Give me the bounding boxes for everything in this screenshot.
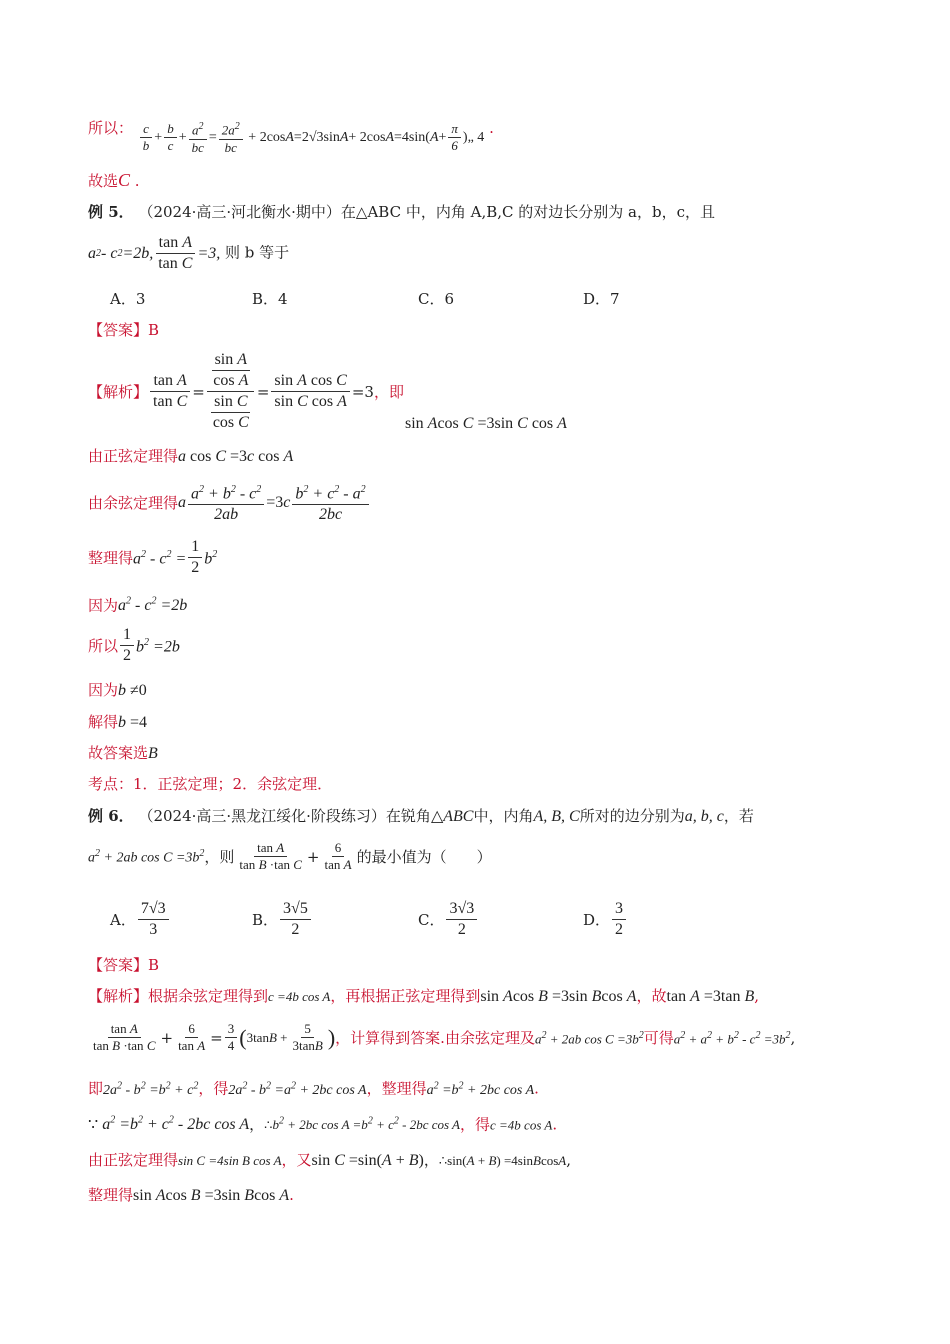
ex6-source-mid2: 所对的边分别为: [579, 807, 685, 825]
ex5-analysis-label: 【解析】: [88, 382, 149, 401]
ex6-a3: ，故: [636, 987, 667, 1005]
ex6-a1: 根据余弦定理得到: [148, 987, 269, 1005]
ex5-answer: 【答案】B: [88, 321, 160, 339]
ex5-option-d: D．7: [583, 290, 620, 308]
ex6-option-d-label: D．: [583, 910, 611, 929]
ex6-analysis-3: 即$2a^2 - b^2 =b^2 + c^2$，得$2a^2 - b^2 =a^2 + 2bc$ cos A，整理得$a^2 =b^2 + 2bc$ cos A.: [88, 1079, 539, 1098]
line-choose: 故选C .: [88, 170, 140, 190]
ex5-step-solve-text: 解得: [88, 713, 119, 731]
ex6-a10: 由正弦定理得: [88, 1151, 179, 1169]
ex5-step-because-text: 因为: [88, 596, 119, 615]
ex6-option-c: C． $\frac{3√3}{2}$: [418, 899, 479, 940]
ex6-condition-mid: ，则: [204, 847, 235, 866]
ex5-points: 考点：1．正弦定理；2．余弦定理．: [88, 775, 333, 793]
ex5-final-text: 故答案选: [88, 744, 149, 762]
ex6-analysis-1: 【解析】根据余弦定理得到c =4b cos A，再根据正弦定理得到sin Acos B =3sin Bcos A，故tan A =3tan B,: [88, 987, 760, 1005]
ex5-option-c: C．6: [418, 290, 455, 308]
ex5-step-cosine: 由余弦定理得 a $\frac{a^2 + b^2 - c^2}{2ab}$ =3c $\frac{b^2 + c^2 - a^2}{2bc}$: [88, 480, 371, 525]
ex5-step-so: 所以 $\frac{1}{2}$ $b^2 =2b$: [88, 626, 180, 664]
ex5-step-because2-text: 因为: [88, 681, 119, 699]
ex5-condition: a 2 - c 2 =2b, $\frac{\text{tan A}}{\text{tan C}}$ =3, 则 b 等于: [88, 234, 290, 272]
ex5-step-cosine-text: 由余弦定理得: [88, 493, 179, 512]
ex6-option-c-label: C．: [418, 910, 445, 929]
ex6-option-a-label: A．: [110, 910, 136, 929]
ex5-option-a: A．3: [110, 290, 146, 308]
ex6-analysis-6: 整理得sin Acos B =3sin Bcos A.: [88, 1186, 294, 1204]
ex5-option-b: B．4: [252, 290, 288, 308]
ex6-a11: ，又: [281, 1151, 312, 1169]
ex6-option-a: A． $\frac{7√3}{3}$: [110, 899, 171, 940]
ex5-step-so-text: 所以: [88, 636, 119, 655]
ex5-eq-sincos: sin Acos C =3sin C cos A: [405, 415, 567, 432]
ex6-question: 例 6． （2024·高三·黑龙江绥化·阶段练习）在锐角△ABC中，内角A, B, C所对的边分别为a, b, c，若: [88, 807, 754, 825]
ex5-final-answer: B: [148, 745, 158, 762]
ex6-a8: ，整理得: [366, 1079, 427, 1098]
ex6-analysis-2: $\frac{\text{tan A}}{\text{tan B ·tan C}}$ + $\frac{6}{\text{tan A}}$ = $\frac{3}{4}$ ( 3tanB + $\frac{5}{3\tan B}$ ) ，计算得到答案.由余弦定理及 $a^2 + 2ab$ $\cos C =3b^2$ 可得 $a^2 + a^2 + b^2 - c^2 =3b^2$ ,: [93, 1021, 796, 1053]
line-conclusion: 所以： $\frac{c}{b}$ + $\frac{b}{c}$ + $\frac{a^2}{bc}$ = $\frac{2a^2}{bc}$ + 2cos A =2√3sin A + 2cos A =4sin( A + $\frac{\pi}{6}$ )„ 4 .: [88, 119, 494, 155]
ex6-analysis-label: 【解析】: [88, 987, 149, 1005]
ex6-a2: ，再根据正弦定理得到: [330, 987, 481, 1005]
ex5-step-sine-text: 由正弦定理得: [88, 447, 179, 465]
ex5-question: [88, 202, 715, 222]
ex6-condition-end: 的最小值为（ ）: [356, 847, 492, 866]
ex6-option-b-label: B．: [252, 910, 279, 929]
ex6-a7: ，得: [198, 1079, 229, 1098]
ex6-source-mid: 中，内角: [473, 807, 534, 825]
ex6-answer: 【答案】B: [88, 956, 160, 974]
ex6-condition: $a^2 + 2ab$ $\cos C =3b^2$ ，则 $\frac{\text{tan A}}{\text{tan B ·tan C}}$ + $\frac{6}{\text{tan A}}$ 的最小值为（ ）: [88, 840, 492, 872]
ex5-step-simplify: 整理得 $a^2 - c^2$ = $\frac{1}{2}$ $b^2$: [88, 538, 218, 576]
ex5-analysis-tail: ，即: [373, 382, 404, 401]
ex5-step-because: 因为$a^2 - c^2 =2b$: [88, 596, 188, 615]
ex5-label: 例 5．: [88, 203, 134, 221]
ex6-a12: 整理得: [88, 1186, 134, 1204]
conclusion-prefix: 所以：: [88, 119, 134, 137]
ex6-a5: 可得: [643, 1028, 674, 1047]
ex6-option-b: B． $\frac{3√5}{2}$: [252, 899, 313, 940]
ex5-step-sine: 由正弦定理得a cos C =3c cos A: [88, 447, 294, 465]
ex6-analysis-4: ∵ $a^2 =b^2 + c^2 - 2bc$ cos A，$\therefore b^2 + 2bc$ $\cos A =b^2 + c^2 - 2bc$ cos A，得c =4b cos A.: [88, 1115, 558, 1134]
ex5-step-because2: 因为b ≠0: [88, 681, 147, 699]
ex5-analysis: 【解析】 $\frac{\text{tan A}}{\text{tan C}}$ = $\frac{\frac{\text{sin A}}{\text{cos A}}}{\frac{\text{sin C}}{\text{cos C}}}$ = $\frac{\text{sin A cos C}}{\text{sin C cos A}}$ =3 ，即: [88, 351, 404, 431]
ex6-a6: 即: [88, 1079, 104, 1098]
choose-text: 故选: [88, 172, 119, 190]
ex6-analysis-5: 由正弦定理得sin C =4sin B cos A，又sin C =sin(A + B)，∴sin(A + B) =4sinBcosA,: [88, 1151, 572, 1169]
ex5-condition-suffix: 则 b 等于: [225, 243, 290, 262]
ex6-a9: ，得: [460, 1115, 491, 1134]
ex5-final: [88, 743, 158, 764]
ex6-a4: ，计算得到答案.由余弦定理及: [335, 1028, 535, 1047]
conclusion-formula: $\frac{c}{b}$ + $\frac{b}{c}$ + $\frac{a^2}{bc}$ = $\frac{2a^2}{bc}$ + 2cos A =2√3sin A + 2cos A =4sin( A + $\frac{\pi}{6}$ )„ 4: [138, 119, 485, 155]
ex6-source: （2024·高三·黑龙江绥化·阶段练习）在锐角: [138, 807, 431, 825]
ex6-option-d: D． $\frac{3}{2}$: [583, 899, 628, 940]
choose-answer: C: [118, 170, 131, 190]
ex5-step-simplify-text: 整理得: [88, 548, 134, 567]
ex5-source: （2024·高三·河北衡水·期中）在△ABC 中，内角 A,B,C 的对边长分别为 a，b，c，且: [138, 203, 715, 221]
ex6-label: 例 6．: [88, 807, 134, 825]
ex5-step-solve: 解得b =4: [88, 713, 148, 731]
ex6-source-end: ，若: [723, 807, 754, 825]
